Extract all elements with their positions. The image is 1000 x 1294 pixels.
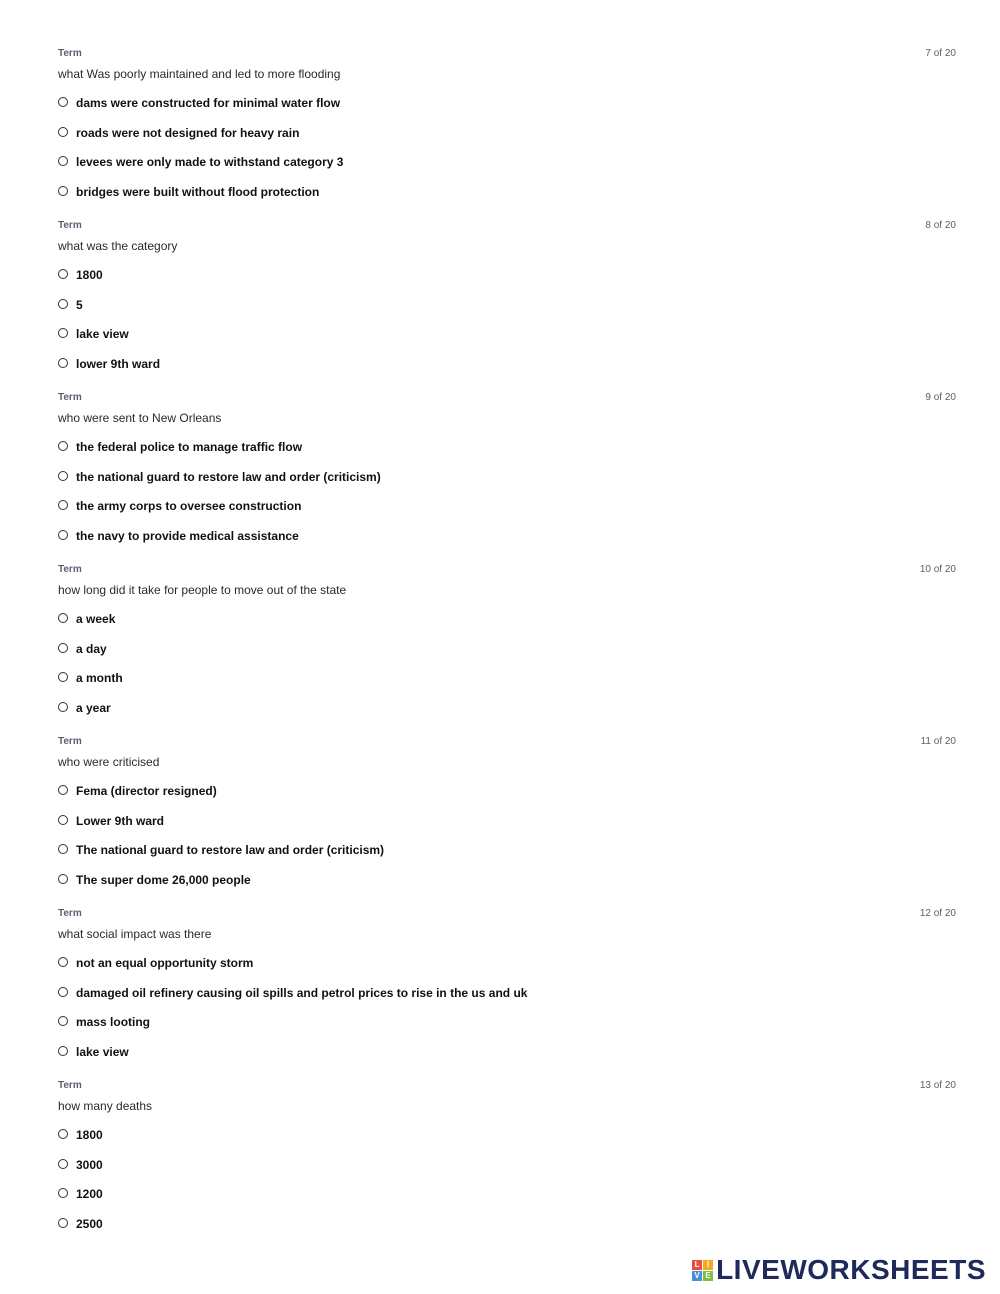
radio-button[interactable]	[58, 500, 68, 510]
radio-button[interactable]	[58, 127, 68, 137]
question-counter: 12 of 20	[919, 908, 956, 919]
logo-badge-icon	[692, 1260, 713, 1281]
answer-option-label[interactable]: damaged oil refinery causing oil spills and petrol prices to rise in the us and uk	[76, 985, 528, 1000]
radio-button[interactable]	[58, 874, 68, 884]
quiz-questions	[58, 46, 956, 1250]
answer-option-label[interactable]: not an equal opportunity storm	[76, 956, 254, 970]
logo-badge-letter: L	[692, 1260, 702, 1270]
radio-button[interactable]	[58, 1046, 68, 1056]
answer-option-label[interactable]: a week	[76, 612, 116, 626]
radio-button[interactable]	[58, 815, 68, 825]
radio-button[interactable]	[58, 613, 68, 623]
answer-option-label[interactable]: the army corps to oversee construction	[76, 499, 302, 513]
radio-button[interactable]	[58, 269, 68, 279]
question-header	[58, 734, 956, 750]
radio-button[interactable]	[58, 844, 68, 854]
radio-button[interactable]	[58, 672, 68, 682]
question-block	[58, 906, 956, 1078]
radio-button[interactable]	[58, 530, 68, 540]
answer-option-label[interactable]: a year	[76, 700, 111, 715]
answer-option-label[interactable]: 2500	[76, 1216, 103, 1231]
answer-option-label[interactable]: 3000	[76, 1157, 103, 1172]
radio-button[interactable]	[58, 987, 68, 997]
radio-button[interactable]	[58, 1129, 68, 1139]
answer-option-label[interactable]: levees were only made to withstand category 3	[76, 155, 344, 169]
question-counter: 7 of 20	[925, 48, 956, 59]
answer-option-label[interactable]: 1200	[76, 1187, 103, 1201]
radio-button[interactable]	[58, 643, 68, 653]
term-label: Term	[58, 48, 82, 59]
radio-button[interactable]	[58, 97, 68, 107]
question-counter: 11 of 20	[920, 736, 956, 747]
answer-option-label[interactable]: The national guard to restore law and order (criticism)	[76, 843, 385, 857]
question-header	[58, 562, 956, 578]
answer-option-label[interactable]: the navy to provide medical assistance	[76, 528, 299, 543]
answer-option-label[interactable]: 1800	[76, 1128, 103, 1142]
answer-option-label[interactable]: 1800	[76, 268, 103, 282]
answer-option-label[interactable]: Fema (director resigned)	[76, 784, 217, 798]
answer-option-label[interactable]: a month	[76, 671, 123, 685]
term-label: Term	[58, 564, 82, 575]
radio-button[interactable]	[58, 702, 68, 712]
answer-option-label[interactable]: a day	[76, 641, 107, 656]
answer-option-label[interactable]: Lower 9th ward	[76, 813, 165, 828]
question-header	[58, 1078, 956, 1094]
question-counter: 13 of 20	[919, 1080, 956, 1091]
answer-option-label[interactable]: lake view	[76, 327, 129, 341]
logo-badge-letter: I	[703, 1260, 713, 1270]
question-block	[58, 734, 956, 906]
question-counter: 8 of 20	[925, 220, 956, 231]
term-label: Term	[58, 392, 82, 403]
radio-button[interactable]	[58, 1159, 68, 1169]
answer-option-label[interactable]: bridges were built without flood protection	[76, 184, 320, 199]
radio-button[interactable]	[58, 1188, 68, 1198]
answer-option-label[interactable]: dams were constructed for minimal water flow	[76, 96, 341, 110]
radio-button[interactable]	[58, 358, 68, 368]
question-header	[58, 390, 956, 406]
logo-wordmark: LIVEWORKSHEETS	[716, 1254, 986, 1285]
answer-option-label[interactable]: lake view	[76, 1044, 129, 1059]
question-prompt: who were criticised	[58, 755, 160, 769]
question-block	[58, 218, 956, 390]
question-block	[58, 562, 956, 734]
question-block	[58, 1078, 956, 1250]
question-prompt: what was the category	[58, 239, 178, 253]
question-counter: 10 of 20	[919, 564, 956, 575]
question-header	[58, 46, 956, 62]
radio-button[interactable]	[58, 1016, 68, 1026]
term-label: Term	[58, 1080, 82, 1091]
question-prompt: what social impact was there	[58, 927, 212, 941]
term-label: Term	[58, 736, 82, 747]
radio-button[interactable]	[58, 785, 68, 795]
question-header	[58, 906, 956, 922]
question-prompt: how long did it take for people to move out of the state	[58, 583, 347, 597]
radio-button[interactable]	[58, 299, 68, 309]
answer-option-label[interactable]: 5	[76, 297, 83, 312]
radio-button[interactable]	[58, 156, 68, 166]
question-prompt: how many deaths	[58, 1099, 153, 1113]
radio-button[interactable]	[58, 186, 68, 196]
logo-badge-letter: E	[703, 1271, 713, 1281]
radio-button[interactable]	[58, 957, 68, 967]
radio-button[interactable]	[58, 471, 68, 481]
question-block	[58, 390, 956, 562]
radio-button[interactable]	[58, 441, 68, 451]
radio-button[interactable]	[58, 1218, 68, 1228]
term-label: Term	[58, 908, 82, 919]
question-prompt: who were sent to New Orleans	[58, 411, 222, 425]
question-prompt: what Was poorly maintained and led to more flooding	[58, 67, 341, 81]
answer-option-label[interactable]: the national guard to restore law and order (criticism)	[76, 469, 381, 484]
term-label: Term	[58, 220, 82, 231]
answer-option-label[interactable]: mass looting	[76, 1015, 151, 1029]
answer-option-label[interactable]: lower 9th ward	[76, 356, 161, 371]
question-counter: 9 of 20	[925, 392, 956, 403]
radio-button[interactable]	[58, 328, 68, 338]
answer-option-label[interactable]: roads were not designed for heavy rain	[76, 125, 300, 140]
liveworksheets-logo	[692, 1254, 986, 1286]
answer-option-label[interactable]: The super dome 26,000 people	[76, 872, 251, 887]
question-block	[58, 46, 956, 218]
logo-badge-letter: V	[692, 1271, 702, 1281]
question-header	[58, 218, 956, 234]
answer-option-label[interactable]: the federal police to manage traffic flow	[76, 440, 303, 454]
